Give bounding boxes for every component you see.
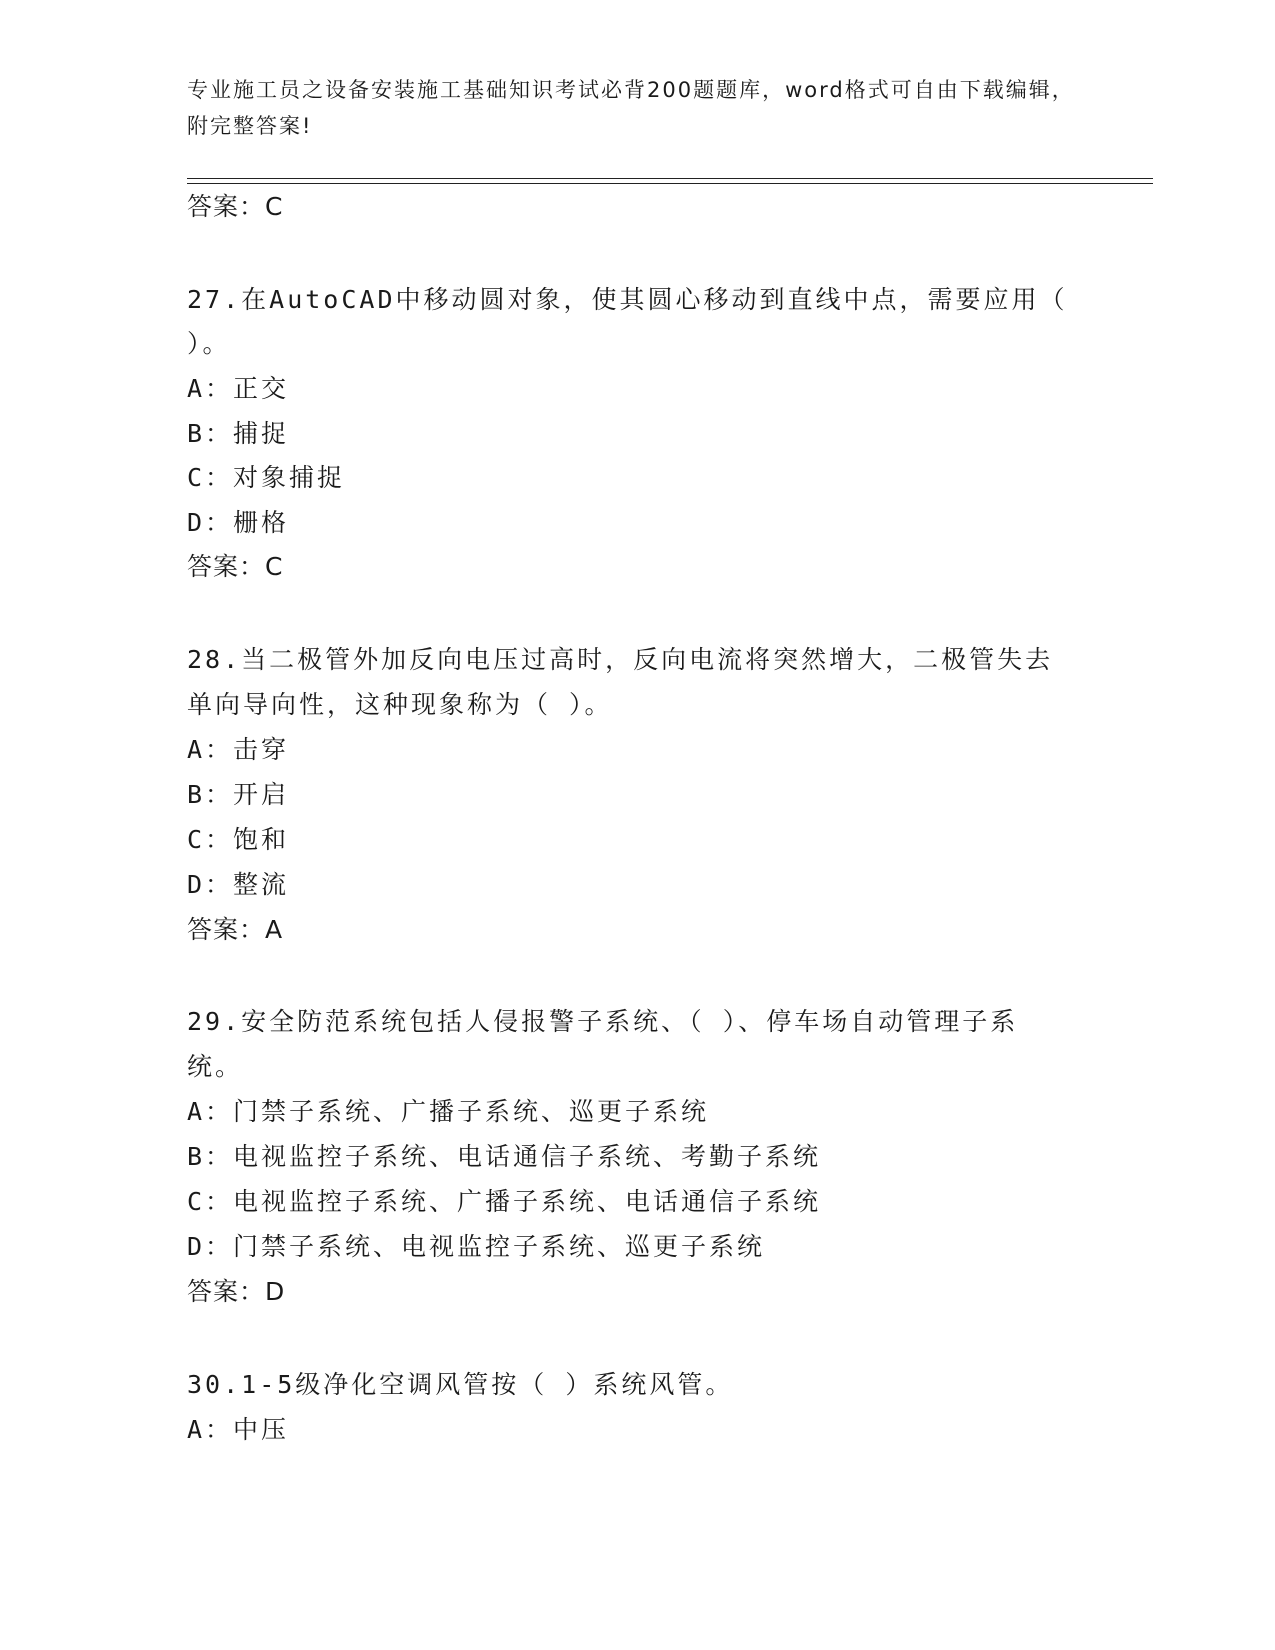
question-28-option-d: D：整流 xyxy=(187,870,290,899)
question-28-stem-line1: 28.当二极管外加反向电压过高时，反向电流将突然增大，二极管失去 xyxy=(187,645,1054,674)
question-28-option-c: C：饱和 xyxy=(187,825,290,854)
question-29-answer: 答案：D xyxy=(187,1277,286,1306)
question-30-stem-line1: 30.1-5级净化空调风管按（ ）系统风管。 xyxy=(187,1370,734,1399)
question-27-answer: 答案：C xyxy=(187,552,284,581)
header-rule-top xyxy=(187,178,1153,179)
question-29-option-d: D：门禁子系统、电视监控子系统、巡更子系统 xyxy=(187,1232,766,1261)
question-27-option-d: D：栅格 xyxy=(187,508,290,537)
question-29-stem-line1: 29.安全防范系统包括人侵报警子系统、（ ）、停车场自动管理子系 xyxy=(187,1007,1019,1036)
question-27-stem-line1: 27.在AutoCAD中移动圆对象，使其圆心移动到直线中点，需要应用（ xyxy=(187,285,1068,314)
question-29-stem-line2: 统。 xyxy=(187,1052,244,1081)
question-27-option-a: A：正交 xyxy=(187,374,290,403)
question-28-stem-line2: 单向导向性，这种现象称为（ ）。 xyxy=(187,690,613,719)
question-27-option-b: B：捕捉 xyxy=(187,419,290,448)
answer-26: 答案：C xyxy=(187,192,284,221)
header-rule-bottom xyxy=(187,183,1153,184)
question-30-option-a: A：中压 xyxy=(187,1415,290,1444)
question-27-stem-line2: ）。 xyxy=(187,329,231,358)
question-29-option-b: B：电视监控子系统、电话通信子系统、考勤子系统 xyxy=(187,1142,822,1171)
question-27-option-c: C：对象捕捉 xyxy=(187,463,346,492)
header-title: 专业施工员之设备安装施工基础知识考试必背200题题库，word格式可自由下载编辑，附完整答案! xyxy=(187,78,1075,138)
question-29-option-a: A：门禁子系统、广播子系统、巡更子系统 xyxy=(187,1097,710,1126)
question-28-answer: 答案：A xyxy=(187,915,284,944)
question-28-option-a: A：击穿 xyxy=(187,735,290,764)
document-header xyxy=(187,72,1077,144)
question-28-option-b: B：开启 xyxy=(187,780,290,809)
question-29-option-c: C：电视监控子系统、广播子系统、电话通信子系统 xyxy=(187,1187,822,1216)
